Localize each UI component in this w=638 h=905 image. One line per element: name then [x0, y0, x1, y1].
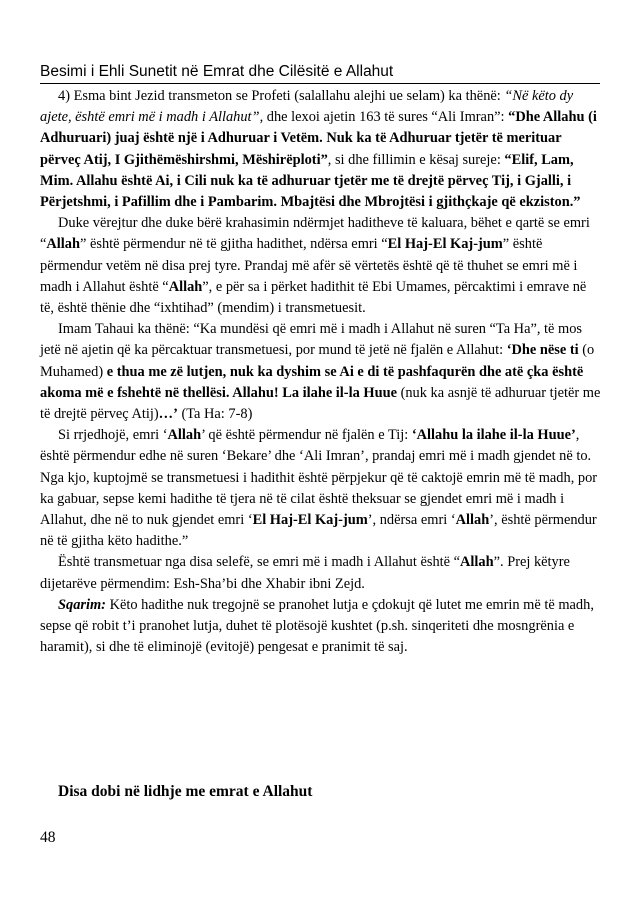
- paragraph-hadith-esma: 4) Esma bint Jezid transmeton se Profeti (salallahu alejhi ue selam) ka thënë: “Në këto dy ajete, është emri më i madh i Allahut”, dhe lexoi ajetin 163 të sures “Ali Imran”: “Dhe Allahu (i Adhuruari) juaj është një i Adhuruar i Vetëm. Nuk ka të Adhuruar tjetër të merituar përveç Atij, I Gjithëmëshirshmi, Mëshirëploti”, si dhe fillimin e kësaj sureje: “Elif, Lam, Mim. Allahu është Ai, i Cili nuk ka të adhuruar tjetër me të drejtë përveç Tij, i Gjalli, i Përjetshmi, i Pafillim dhe i Pambarim. Mbajtësi dhe Mbrojtësi i gjithçkaje që ekziston.”: [40, 88, 597, 211]
- section-subtitle: Disa dobi në lidhje me emrat e Allahut: [58, 783, 313, 800]
- paragraph-clarification: Sqarim: Këto hadithe nuk tregojnë se pranohet lutja e çdokujt që lutet me emrin më të madh, sepse që robit t’i pranohet lutja, duhet të plotësojë kushtet (p.sh. sinqeriteti dhe mosngrënia e haramit), si dhe të eliminojë (evitojë) pengesat e pranimit të saj.: [40, 596, 594, 656]
- running-header: Besimi i Ehli Sunetit në Emrat dhe Cilësitë e Allahut: [40, 63, 600, 84]
- paragraph-imam-tahaui: Imam Tahaui ka thënë: “Ka mundësi që emri më i madh i Allahut në suren “Ta Ha”, të mos jetë në ajetin që ka përcaktuar transmetuesi, por mund të jetë në fjalën e Allahut: ‘Dhe nëse ti (o Muhamed) e thua me zë lutjen, nuk ka dyshim se Ai e di të pashfaqurën dhe atë çka është akoma më e fshehtë në thellësi. Allahu! La ilahe il-la Huue (nuk ka asnjë të adhuruar tjetër me të drejtë përveç Atij)…’ (Ta Ha: 7-8): [40, 321, 601, 423]
- paragraph-consequence: Si rrjedhojë, emri ‘Allah’ që është përmendur në fjalën e Tij: ‘Allahu la ilahe il-la Huue’, është përmendur edhe në suren ‘Bekare’ dhe ‘Ali Imran’, prandaj emri më i madh gjendet në to. Nga kjo, kuptojmë se transmetuesi i hadithit është përpjekur që të caktojë emrin më të madh, por ka gabuar, sepse kemi hadithe të tjera në të cilat është theksuar se gjendet emri më i madh i Allahut, dhe në to nuk gjendet emri ‘El Haj-El Kaj-jum’, ndërsa emri ‘Allah’, është përmendur në të gjitha këto hadithe.”: [40, 427, 598, 550]
- paragraph-comparison: Duke vërejtur dhe duke bërë krahasimin ndërmjet haditheve të kaluara, bëhet e qartë se emri “Allah” është përmendur në të gjitha hadithet, ndërsa emri “El Haj-El Kaj-jum” është përmendur vetëm në disa prej tyre. Prandaj më afër së vërtetës është që të thuhet se emri më i madh i Allahut është “Allah”, e për sa i përket hadithit të Ebi Umames, përcaktimi i emrave në të, është thënie dhe “ixhtihad” (mendim) i transmetuesit.: [40, 215, 590, 317]
- paragraph-selef: Është transmetuar nga disa selefë, se emri më i madh i Allahut është “Allah”. Prej këtyre dijetarëve përmendim: Esh-Sha’bi dhe Xhabir ibni Zejd.: [40, 554, 570, 592]
- clarification-label: Sqarim:: [58, 596, 106, 613]
- page-number: 48: [40, 829, 56, 846]
- main-text: [40, 86, 602, 658]
